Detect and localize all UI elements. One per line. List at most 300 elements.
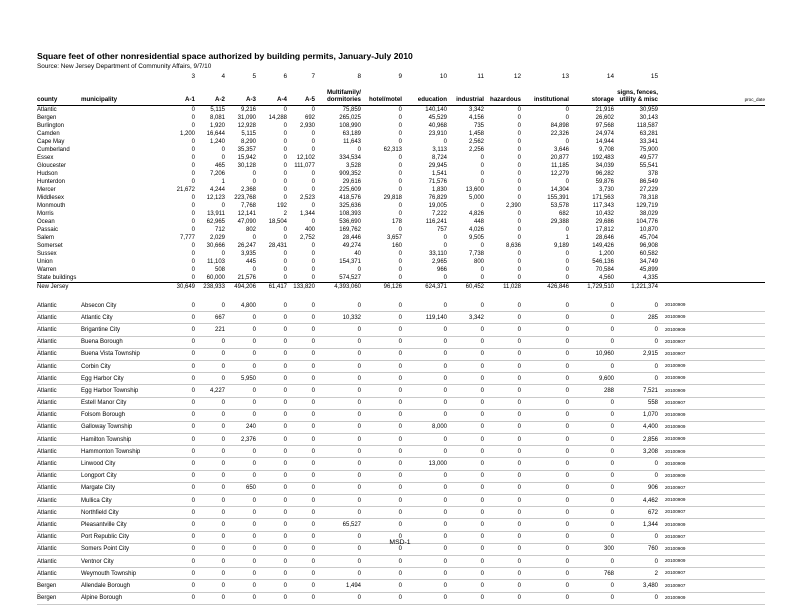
cell-education: 71,576 (428, 179, 447, 185)
cell-a5: 0 (311, 131, 315, 137)
cell-institutional: 0 (521, 385, 569, 397)
cell-a1: 0 (191, 211, 195, 217)
cell-a1: 0 (161, 555, 195, 567)
cell-municipality (81, 154, 161, 162)
cell-utility-misc: 33,341 (639, 139, 658, 145)
cell-a1: 0 (161, 434, 195, 446)
cell-proc-date (658, 210, 765, 218)
cell-county: Atlantic (37, 421, 81, 433)
cell-a4: 0 (283, 179, 287, 185)
cell-county: Atlantic (37, 373, 81, 385)
cell-multifamily-dormitories: 0 (315, 543, 361, 555)
cell-multifamily-dormitories: 909,352 (339, 171, 361, 177)
cell-county: Camden (37, 131, 60, 137)
cell-utility-misc: 378 (647, 171, 658, 177)
cell-storage: 4,560 (598, 275, 614, 281)
cell-proc-date: 20100907 (658, 336, 765, 348)
cell-institutional: 0 (521, 324, 569, 336)
cell-county: Bergen (37, 580, 81, 592)
cell-storage: 0 (569, 324, 614, 336)
cell-storage: 0 (569, 300, 614, 312)
cell-a4: 0 (256, 300, 287, 312)
cell-storage: 300 (569, 543, 614, 555)
cell-a2: 1,920 (209, 123, 225, 129)
cell-a4: 0 (256, 531, 287, 543)
cell-a3: 2,376 (225, 434, 256, 446)
cell-a4: A-4 (256, 96, 287, 106)
cell-municipality: Atlantic City (81, 312, 161, 324)
cell-industrial: 3,342 (468, 107, 484, 113)
cell-municipality: Mullica City (81, 495, 161, 507)
cell-hotel-motel: 0 (398, 227, 402, 233)
cell-industrial: 13,600 (465, 187, 484, 193)
cell-proc-date (658, 283, 765, 292)
cell-county: Hudson (37, 171, 58, 177)
cell-a5: 0 (287, 373, 315, 385)
cell-institutional: 0 (521, 482, 569, 494)
cell-multifamily-dormitories: 325,636 (339, 203, 361, 209)
cell-a2: 7,206 (209, 171, 225, 177)
cell-a3: 0 (225, 470, 256, 482)
cell-storage: 0 (569, 580, 614, 592)
municipality-row (37, 458, 765, 470)
county-row (37, 274, 765, 283)
cell-a2: 0 (195, 470, 225, 482)
cell-institutional: 0 (565, 227, 569, 233)
cell-hotel-motel: 0 (398, 139, 402, 145)
cell-utility-misc: 15 (650, 72, 658, 80)
municipality-row (37, 470, 765, 482)
source-note: Source: New Jersey Department of Community Affairs, 9/7/10 (37, 63, 212, 70)
cell-county: Cape May (37, 139, 65, 145)
cell-a1: 0 (161, 385, 195, 397)
cell-storage: 26,602 (595, 115, 614, 121)
cell-hazardous: 0 (517, 187, 521, 193)
cell-a5: 0 (287, 470, 315, 482)
permits-table (37, 72, 765, 605)
cell-a5: 2,930 (299, 123, 315, 129)
cell-utility-misc: 27,229 (639, 187, 658, 193)
cell-utility-misc: 30,959 (639, 107, 658, 113)
cell-storage: 0 (569, 592, 614, 604)
cell-a4: 61,417 (256, 283, 287, 292)
cell-education: 140,140 (425, 107, 447, 113)
cell-industrial: 5,000 (468, 195, 484, 201)
cell-proc-date (658, 170, 765, 178)
cell-county: Essex (37, 155, 54, 161)
county-row (37, 186, 765, 194)
cell-institutional: 0 (521, 580, 569, 592)
cell-industrial: 4,026 (468, 227, 484, 233)
cell-county: Morris (37, 211, 54, 217)
cell-education: 0 (402, 397, 447, 409)
cell-proc-date: 20100907 (658, 482, 765, 494)
cell-a2: 508 (214, 267, 225, 273)
cell-multifamily-dormitories: 0 (357, 267, 361, 273)
cell-proc-date: 20100909 (658, 555, 765, 567)
cell-municipality: Allendale Borough (81, 580, 161, 592)
cell-multifamily-dormitories: 169,762 (339, 227, 361, 233)
county-row (37, 210, 765, 218)
cell-a3: 2,368 (240, 187, 256, 193)
cell-multifamily-dormitories: 0 (315, 409, 361, 421)
cell-a2: 60,000 (206, 275, 225, 281)
cell-a3 (225, 82, 256, 96)
cell-municipality: Northfield City (81, 507, 161, 519)
cell-proc-date: proc_date (658, 96, 765, 106)
cell-a3: 9,216 (240, 107, 256, 113)
cell-proc-date (658, 138, 765, 146)
cell-storage: 149,426 (592, 243, 614, 249)
cell-county: Salem (37, 235, 55, 241)
report-title: Square feet of other nonresidential space authorized by building permits, January-July 2010 (37, 51, 413, 61)
county-row (37, 154, 765, 162)
cell-hazardous: 0 (484, 434, 521, 446)
cell-institutional: 0 (565, 267, 569, 273)
cell-a1: 0 (191, 203, 195, 209)
cell-proc-date (658, 218, 765, 226)
cell-institutional: 14,304 (550, 187, 569, 193)
cell-hotel-motel: 0 (361, 482, 402, 494)
cell-storage: 0 (569, 409, 614, 421)
cell-municipality: Margate City (81, 482, 161, 494)
cell-a1: 0 (161, 360, 195, 372)
cell-education: 0 (402, 580, 447, 592)
cell-industrial: 7,738 (468, 251, 484, 257)
cell-a3: 7,768 (240, 203, 256, 209)
cell-industrial: 3,342 (447, 312, 484, 324)
cell-education: 45,529 (428, 115, 447, 121)
cell-industrial: 0 (447, 360, 484, 372)
cell-a3: 223,768 (234, 195, 256, 201)
cell-hazardous: 0 (517, 107, 521, 113)
cell-a3: 0 (225, 531, 256, 543)
cell-education: 116,241 (425, 219, 447, 225)
cell-education: 0 (402, 531, 447, 543)
cell-multifamily-dormitories: 0 (315, 434, 361, 446)
cell-proc-date: 20100909 (658, 592, 765, 604)
cell-proc-date: 20100909 (658, 409, 765, 421)
cell-education: 0 (402, 507, 447, 519)
municipality-row (37, 555, 765, 567)
cell-a4: 0 (256, 580, 287, 592)
cell-a2: 667 (195, 312, 225, 324)
cell-institutional: 0 (521, 519, 569, 531)
cell-hazardous: 0 (517, 211, 521, 217)
cell-storage: 70,584 (595, 267, 614, 273)
cell-county: Atlantic (37, 300, 81, 312)
cell-hazardous: 11,028 (484, 283, 521, 292)
cell-a2: 0 (195, 360, 225, 372)
column-number-row (37, 72, 765, 82)
cell-a3: 12,141 (237, 211, 256, 217)
cell-hazardous: 0 (517, 131, 521, 137)
cell-a5: 0 (311, 259, 315, 265)
cell-county: Gloucester (37, 163, 67, 169)
cell-utility-misc: 38,029 (639, 211, 658, 217)
cell-a4: 0 (256, 507, 287, 519)
cell-education (402, 82, 447, 96)
cell-multifamily-dormitories: 0 (315, 360, 361, 372)
cell-education: 8,724 (431, 155, 447, 161)
cell-a2: 0 (221, 155, 225, 161)
cell-proc-date: 20100909 (658, 458, 765, 470)
cell-municipality (81, 242, 161, 250)
cell-a3: 5,115 (241, 131, 256, 137)
cell-a3: 0 (225, 397, 256, 409)
cell-multifamily-dormitories: 29,616 (342, 179, 361, 185)
cell-education: 0 (402, 434, 447, 446)
cell-a4: 0 (256, 592, 287, 604)
cell-a3: 0 (225, 507, 256, 519)
cell-hotel-motel: 0 (361, 507, 402, 519)
cell-education: 0 (402, 336, 447, 348)
cell-institutional: 0 (521, 470, 569, 482)
cell-a2: 4 (221, 72, 225, 80)
cell-proc-date (658, 258, 765, 266)
cell-a4: 0 (283, 155, 287, 161)
cell-education: 8,000 (402, 421, 447, 433)
cell-multifamily-dormitories: 0 (315, 592, 361, 604)
cell-institutional: 155,391 (547, 195, 569, 201)
cell-a1: 0 (161, 446, 195, 458)
cell-a4: 0 (256, 348, 287, 360)
cell-industrial: 0 (480, 243, 484, 249)
cell-multifamily-dormitories: 0 (315, 531, 361, 543)
cell-municipality: Folsom Borough (81, 409, 161, 421)
cell-proc-date (658, 130, 765, 138)
cell-a4: 0 (283, 187, 287, 193)
cell-institutional: 29,388 (550, 219, 569, 225)
cell-proc-date (658, 266, 765, 274)
cell-a4: 0 (283, 123, 287, 129)
cell-a5: 0 (311, 203, 315, 209)
cell-proc-date: 20100907 (658, 397, 765, 409)
cell-hotel-motel: 0 (398, 123, 402, 129)
cell-storage: 0 (569, 458, 614, 470)
cell-utility-misc: 2,915 (614, 348, 658, 360)
cell-storage: 0 (569, 397, 614, 409)
cell-a2: 4,244 (209, 187, 225, 193)
cell-a1: 0 (191, 219, 195, 225)
cell-hazardous: 0 (517, 267, 521, 273)
cell-education: 966 (436, 267, 447, 273)
cell-storage: 1,729,510 (569, 283, 614, 292)
cell-hazardous: 0 (484, 458, 521, 470)
cell-hazardous: 0 (484, 360, 521, 372)
spacer-row (37, 291, 765, 300)
cell-utility-misc: 906 (614, 482, 658, 494)
cell-education: 0 (402, 495, 447, 507)
cell-a5: 0 (311, 275, 315, 281)
cell-proc-date: 20100909 (658, 421, 765, 433)
cell-a2: 0 (195, 373, 225, 385)
county-row (37, 194, 765, 202)
cell-municipality: Port Republic City (81, 531, 161, 543)
cell-storage: 14 (606, 72, 614, 80)
cell-a4: 0 (256, 324, 287, 336)
cell-education: 0 (402, 519, 447, 531)
cell-a4 (256, 82, 287, 96)
cell-county: Middlesex (37, 195, 65, 201)
cell-a4: 0 (283, 147, 287, 153)
cell-municipality: Galloway Township (81, 421, 161, 433)
header-row (37, 96, 765, 106)
cell-hotel-motel: 0 (361, 373, 402, 385)
cell-utility-misc: 10,870 (639, 227, 658, 233)
cell-proc-date: 20100909 (658, 519, 765, 531)
cell-a3: 0 (225, 580, 256, 592)
county-row (37, 106, 765, 115)
cell-institutional: 3,646 (553, 147, 569, 153)
cell-industrial: 0 (480, 267, 484, 273)
cell-multifamily-dormitories: 65,527 (315, 519, 361, 531)
cell-storage: 288 (569, 385, 614, 397)
cell-utility-misc: 60,582 (639, 251, 658, 257)
cell-county: New Jersey (37, 283, 81, 292)
cell-a1: 0 (161, 580, 195, 592)
cell-proc-date (658, 274, 765, 283)
cell-a5: 0 (287, 324, 315, 336)
cell-a3: 445 (245, 259, 256, 265)
cell-a3: 240 (225, 421, 256, 433)
cell-a2: 0 (195, 568, 225, 580)
municipality-row (37, 397, 765, 409)
cell-a3: 0 (225, 568, 256, 580)
cell-a5: 0 (287, 385, 315, 397)
cell-multifamily-dormitories: 0 (315, 348, 361, 360)
cell-a5: 0 (287, 360, 315, 372)
cell-a1: 0 (161, 568, 195, 580)
county-row (37, 114, 765, 122)
cell-a2: 0 (195, 397, 225, 409)
cell-municipality: Egg Harbor Township (81, 385, 161, 397)
cell-hazardous: 0 (517, 219, 521, 225)
cell-hotel-motel: 0 (361, 592, 402, 604)
county-row (37, 226, 765, 234)
cell-a3: 0 (225, 555, 256, 567)
cell-a4: 0 (283, 227, 287, 233)
cell-county: Atlantic (37, 397, 81, 409)
cell-institutional: 0 (521, 300, 569, 312)
cell-hazardous: 0 (517, 227, 521, 233)
cell-multifamily-dormitories: 0 (315, 470, 361, 482)
cell-a4: 0 (256, 312, 287, 324)
cell-hotel-motel: 0 (361, 434, 402, 446)
cell-a5: 0 (287, 482, 315, 494)
cell-multifamily-dormitories: 536,690 (339, 219, 361, 225)
cell-multifamily-dormitories: 0 (315, 458, 361, 470)
cell-hazardous: 0 (517, 235, 521, 241)
municipality-row (37, 360, 765, 372)
cell-county: Somerset (37, 243, 63, 249)
cell-a2: 0 (195, 421, 225, 433)
cell-a2: 1 (221, 179, 225, 185)
cell-multifamily-dormitories: 0 (315, 568, 361, 580)
cell-a2: 0 (195, 592, 225, 604)
cell-a4: 0 (256, 421, 287, 433)
cell-a5: 0 (311, 107, 315, 113)
cell-a5: 0 (287, 519, 315, 531)
cell-hotel-motel: 0 (361, 421, 402, 433)
cell-a5: 0 (287, 507, 315, 519)
cell-a2: 238,933 (195, 283, 225, 292)
cell-utility-misc: 30,143 (639, 115, 658, 121)
cell-institutional: 0 (521, 397, 569, 409)
cell-education: 0 (402, 568, 447, 580)
cell-hotel-motel: 0 (361, 300, 402, 312)
cell-municipality (81, 186, 161, 194)
cell-a4: 6 (283, 72, 287, 80)
cell-a1: 0 (161, 324, 195, 336)
cell-education: 0 (402, 348, 447, 360)
cell-institutional: 0 (521, 373, 569, 385)
cell-storage: 0 (569, 519, 614, 531)
cell-county: Atlantic (37, 348, 81, 360)
cell-education: 0 (402, 324, 447, 336)
cell-institutional: 0 (521, 360, 569, 372)
cell-municipality: Alpine Borough (81, 592, 161, 604)
cell-industrial: 0 (447, 580, 484, 592)
cell-hotel-motel: 0 (398, 267, 402, 273)
cell-hotel-motel: 0 (361, 531, 402, 543)
cell-a2: 12,123 (206, 195, 225, 201)
cell-industrial: 0 (447, 421, 484, 433)
cell-county: Bergen (37, 592, 81, 604)
cell-municipality (81, 178, 161, 186)
cell-education: education (402, 96, 447, 106)
cell-a2: 0 (195, 409, 225, 421)
cell-hazardous: 0 (484, 385, 521, 397)
cell-proc-date (658, 82, 765, 96)
cell-a1: 0 (161, 519, 195, 531)
cell-county: Atlantic (37, 434, 81, 446)
cell-hotel-motel: 0 (361, 458, 402, 470)
municipality-row (37, 580, 765, 592)
cell-municipality (81, 202, 161, 210)
cell-proc-date (658, 202, 765, 210)
cell-a1: 0 (191, 147, 195, 153)
cell-a5: 0 (311, 243, 315, 249)
cell-utility-misc: 78,318 (639, 195, 658, 201)
cell-utility-misc: 4,462 (614, 495, 658, 507)
cell-a3: 31,090 (237, 115, 256, 121)
cell-a1: 0 (161, 470, 195, 482)
cell-a3: 0 (225, 592, 256, 604)
cell-multifamily-dormitories: 40 (354, 251, 361, 257)
cell-multifamily-dormitories: 49,274 (342, 243, 361, 249)
cell-a2: 712 (214, 227, 225, 233)
cell-industrial (447, 82, 484, 96)
cell-institutional: 0 (565, 251, 569, 257)
cell-institutional: 0 (521, 555, 569, 567)
cell-education: 40,968 (428, 123, 447, 129)
cell-proc-date (658, 72, 765, 82)
cell-hotel-motel: 0 (361, 360, 402, 372)
cell-a1: 0 (161, 397, 195, 409)
cell-municipality (81, 283, 161, 292)
cell-county: Atlantic (37, 360, 81, 372)
cell-institutional: 0 (521, 507, 569, 519)
cell-a4: 0 (283, 267, 287, 273)
cell-hazardous: 0 (517, 163, 521, 169)
cell-municipality: Corbin City (81, 360, 161, 372)
cell-a4: 0 (256, 482, 287, 494)
county-row (37, 218, 765, 226)
cell-county: Atlantic (37, 519, 81, 531)
cell-hazardous: 0 (517, 195, 521, 201)
cell-institutional: 0 (521, 312, 569, 324)
